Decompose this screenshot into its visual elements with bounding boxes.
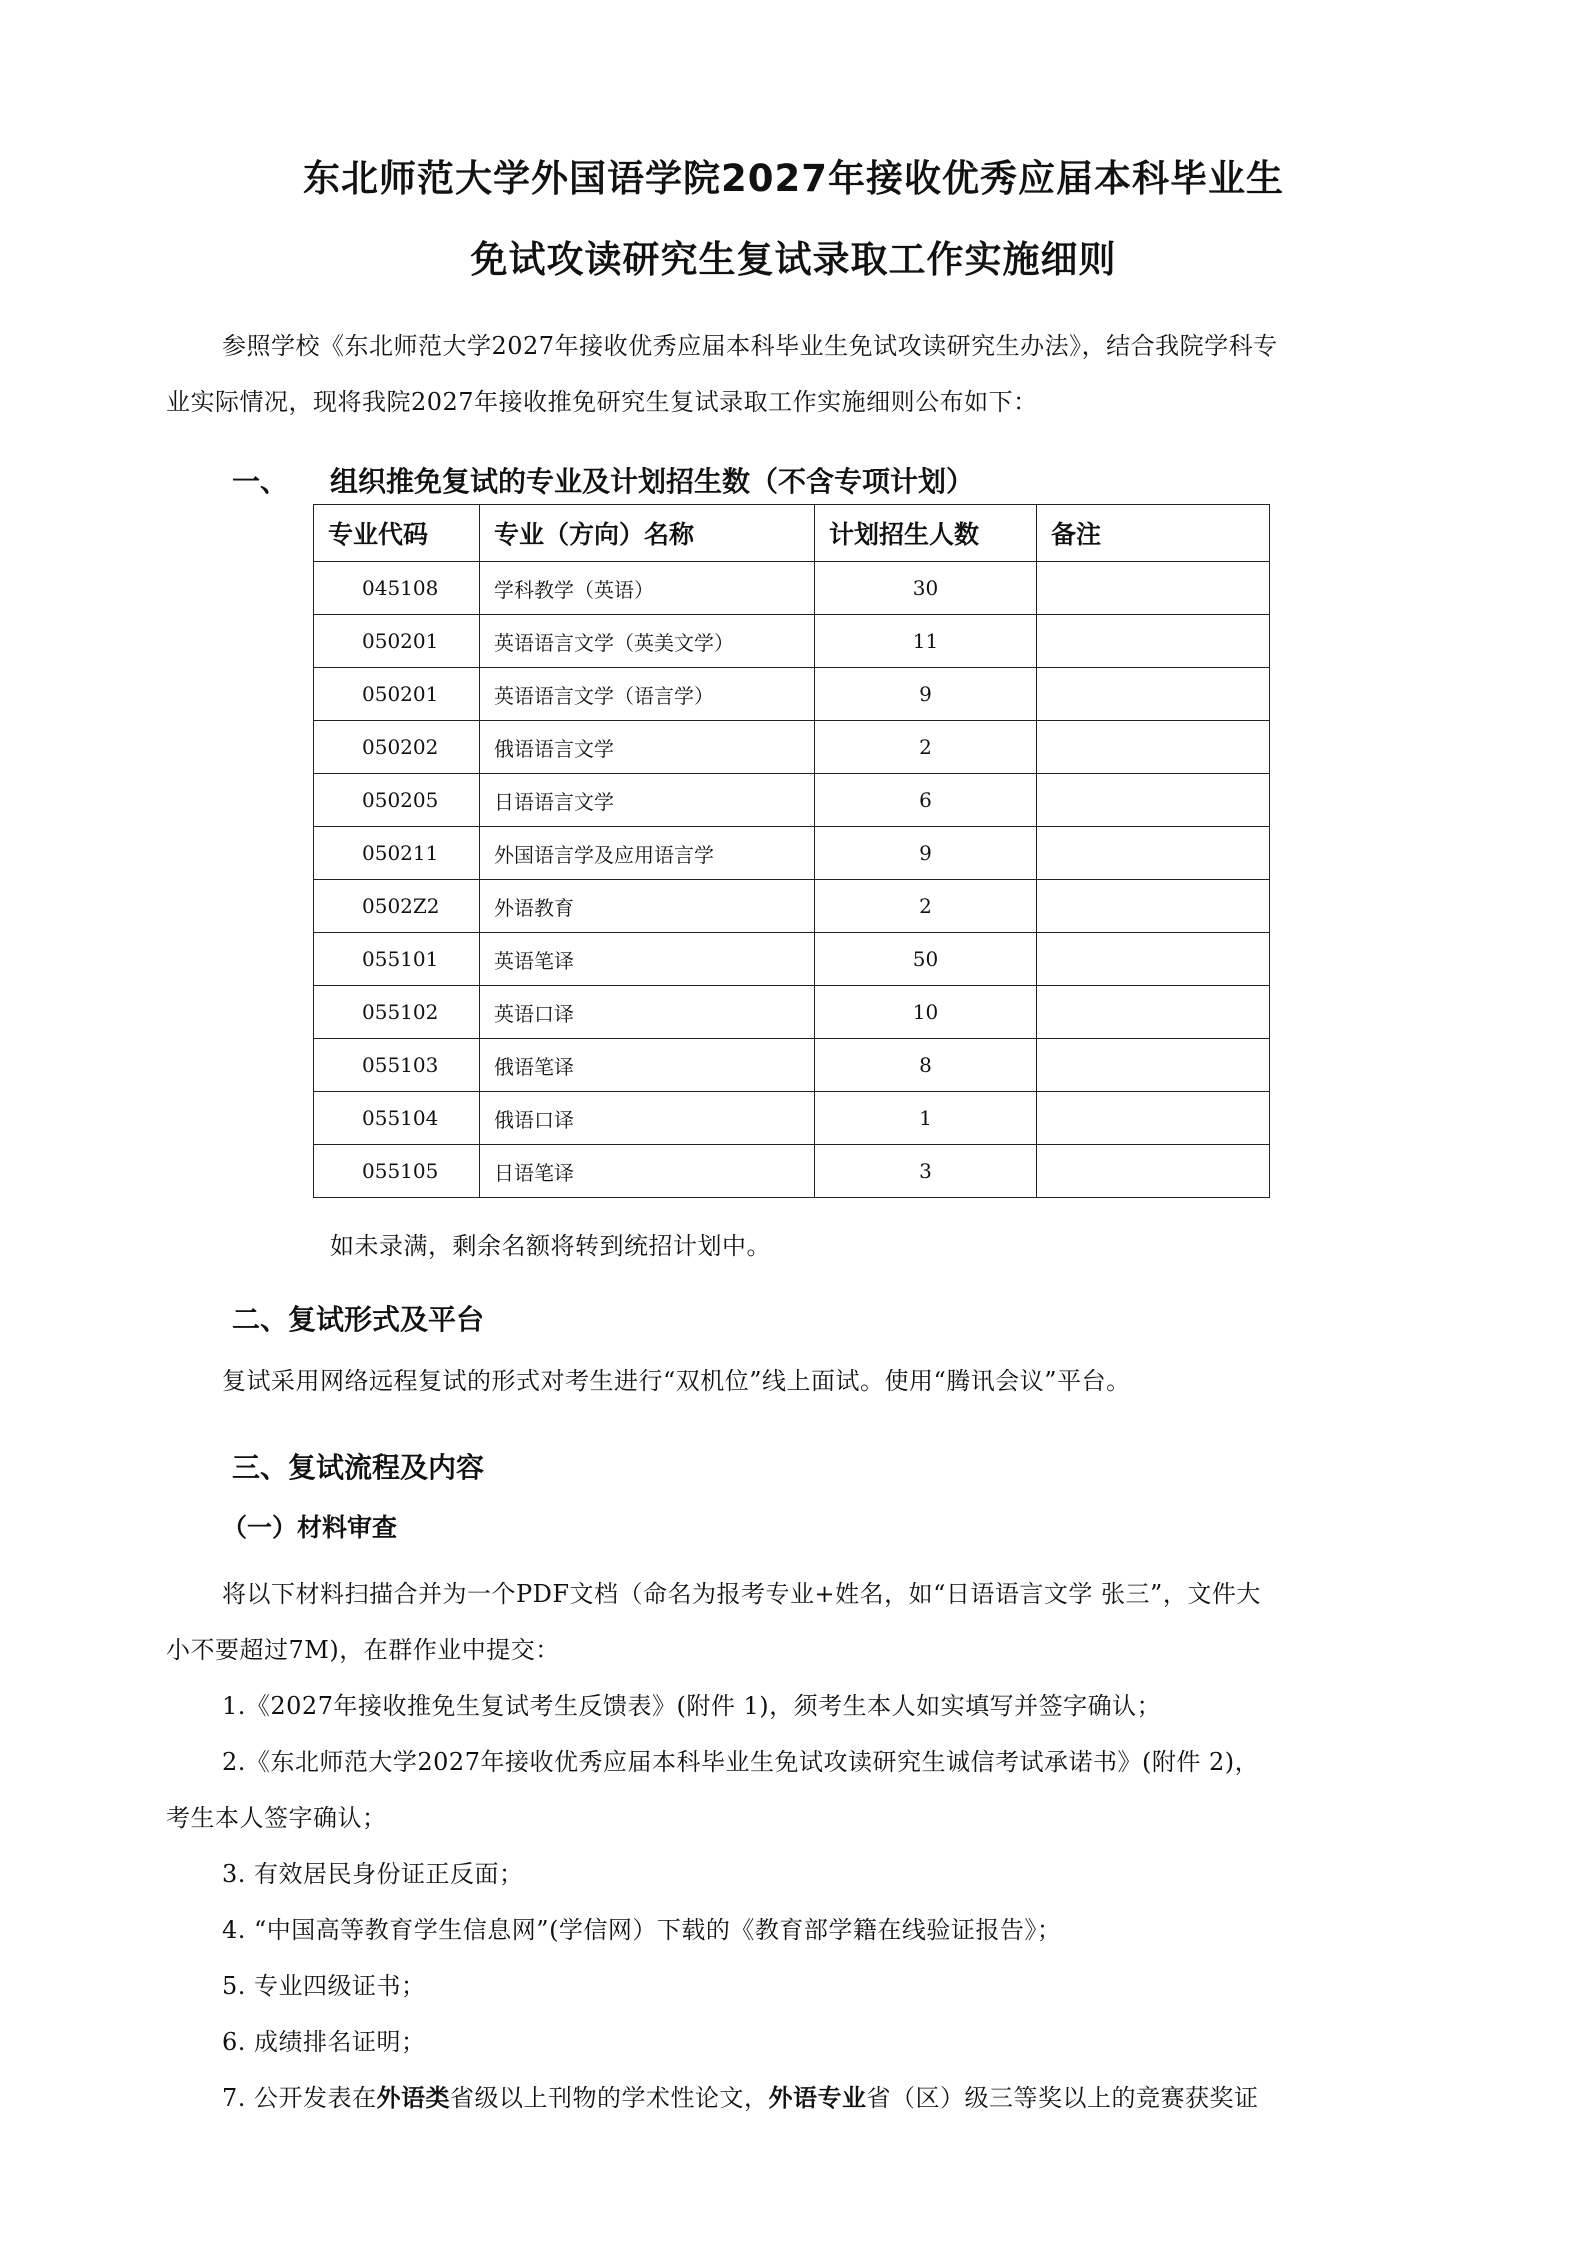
cell-code: 055103 (314, 1039, 480, 1092)
cell-code: 050211 (314, 827, 480, 880)
table-header-row (314, 505, 1270, 562)
materials-paragraph-line-1: 将以下材料扫描合并为一个PDF文档（命名为报考专业+姓名，如“日语语言文学 张三”，文件大 (222, 1580, 1261, 1608)
table-note: 如未录满，剩余名额将转到统招计划中。 (330, 1232, 771, 1260)
cell-count: 9 (815, 668, 1037, 721)
cell-name: 日语语言文学 (480, 774, 815, 827)
cell-name: 俄语语言文学 (480, 721, 815, 774)
cell-note (1037, 615, 1270, 668)
item-7-bold-1: 外语类 (376, 2084, 451, 2112)
cell-name: 俄语口译 (480, 1092, 815, 1145)
cell-count: 50 (815, 933, 1037, 986)
item-7-bold-2: 外语专业 (768, 2084, 867, 2112)
enrollment-plan-table (313, 504, 1270, 1198)
header-count: 计划招生人数 (815, 505, 1037, 562)
material-item-2-line-2: 考生本人签字确认； (166, 1804, 387, 1832)
cell-count: 2 (815, 721, 1037, 774)
cell-code: 045108 (314, 562, 480, 615)
table-row (314, 1145, 1270, 1198)
cell-count: 1 (815, 1092, 1037, 1145)
cell-name: 英语口译 (480, 986, 815, 1039)
section-1-number: 一、 (232, 465, 289, 498)
cell-count: 11 (815, 615, 1037, 668)
cell-count: 10 (815, 986, 1037, 1039)
cell-note (1037, 668, 1270, 721)
cell-note (1037, 1092, 1270, 1145)
cell-count: 8 (815, 1039, 1037, 1092)
cell-code: 050201 (314, 668, 480, 721)
material-item-6: 6. 成绩排名证明； (222, 2028, 426, 2056)
cell-note (1037, 880, 1270, 933)
cell-name: 英语笔译 (480, 933, 815, 986)
cell-code: 055101 (314, 933, 480, 986)
table-row (314, 562, 1270, 615)
cell-note (1037, 933, 1270, 986)
cell-note (1037, 1145, 1270, 1198)
material-item-2-line-1: 2.《东北师范大学2027年接收优秀应届本科毕业生免试攻读研究生诚信考试承诺书》(附件 2)， (222, 1748, 1260, 1776)
item-7-text-2: 省级以上刊物的学术性论文， (450, 2084, 769, 2112)
cell-name: 俄语笔译 (480, 1039, 815, 1092)
item-7-text-3: 省（区）级三等奖以上的竞赛获奖证 (866, 2084, 1259, 2112)
header-name: 专业（方向）名称 (480, 505, 815, 562)
table-row (314, 827, 1270, 880)
table-row (314, 721, 1270, 774)
cell-note (1037, 827, 1270, 880)
cell-note (1037, 1039, 1270, 1092)
cell-code: 055105 (314, 1145, 480, 1198)
cell-name: 日语笔译 (480, 1145, 815, 1198)
cell-code: 055102 (314, 986, 480, 1039)
cell-name: 外国语言学及应用语言学 (480, 827, 815, 880)
material-item-5: 5. 专业四级证书； (222, 1972, 426, 2000)
cell-name: 英语语言文学（英美文学） (480, 615, 815, 668)
cell-count: 6 (815, 774, 1037, 827)
table-row (314, 986, 1270, 1039)
cell-count: 9 (815, 827, 1037, 880)
material-item-4: 4. “中国高等教育学生信息网”(学信网）下载的《教育部学籍在线验证报告》； (222, 1916, 1062, 1944)
header-note: 备注 (1037, 505, 1270, 562)
cell-code: 050205 (314, 774, 480, 827)
header-code: 专业代码 (314, 505, 480, 562)
table-row (314, 880, 1270, 933)
table-row (314, 933, 1270, 986)
cell-name: 外语教育 (480, 880, 815, 933)
table-row (314, 668, 1270, 721)
intro-paragraph-line-2: 业实际情况，现将我院2027年接收推免研究生复试录取工作实施细则公布如下： (166, 388, 1038, 416)
material-item-3: 3. 有效居民身份证正反面； (222, 1860, 524, 1888)
cell-code: 050201 (314, 615, 480, 668)
table-row (314, 1092, 1270, 1145)
intro-paragraph-line-1: 参照学校《东北师范大学2027年接收优秀应届本科毕业生免试攻读研究生办法》，结合我院学科专 (222, 332, 1278, 360)
cell-count: 2 (815, 880, 1037, 933)
table-row (314, 774, 1270, 827)
cell-note (1037, 986, 1270, 1039)
cell-code: 0502Z2 (314, 880, 480, 933)
section-1-heading: 组织推免复试的专业及计划招生数（不含专项计划） (330, 465, 975, 498)
cell-name: 学科教学（英语） (480, 562, 815, 615)
section-2-heading: 二、复试形式及平台 (232, 1303, 485, 1336)
table-row (314, 615, 1270, 668)
subsection-materials-heading: （一）材料审查 (222, 1513, 398, 1542)
cell-note (1037, 562, 1270, 615)
cell-count: 30 (815, 562, 1037, 615)
cell-count: 3 (815, 1145, 1037, 1198)
section-2-text: 复试采用网络远程复试的形式对考生进行“双机位”线上面试。使用“腾讯会议”平台。 (222, 1367, 1131, 1395)
cell-note (1037, 721, 1270, 774)
materials-paragraph-line-2: 小不要超过7M)，在群作业中提交： (166, 1636, 560, 1664)
cell-code: 050202 (314, 721, 480, 774)
item-7-text-1: 7. 公开发表在 (222, 2084, 377, 2112)
material-item-7 (166, 2070, 1431, 2126)
cell-code: 055104 (314, 1092, 480, 1145)
cell-name: 英语语言文学（语言学） (480, 668, 815, 721)
material-item-1: 1.《2027年接收推免生复试考生反馈表》(附件 1)，须考生本人如实填写并签字确认； (222, 1692, 1162, 1720)
table-row (314, 1039, 1270, 1092)
document-title-line-1: 东北师范大学外国语学院2027年接收优秀应届本科毕业生 (303, 157, 1284, 200)
cell-note (1037, 774, 1270, 827)
section-3-heading: 三、复试流程及内容 (232, 1451, 485, 1484)
document-title-line-2: 免试攻读研究生复试录取工作实施细则 (470, 238, 1117, 281)
